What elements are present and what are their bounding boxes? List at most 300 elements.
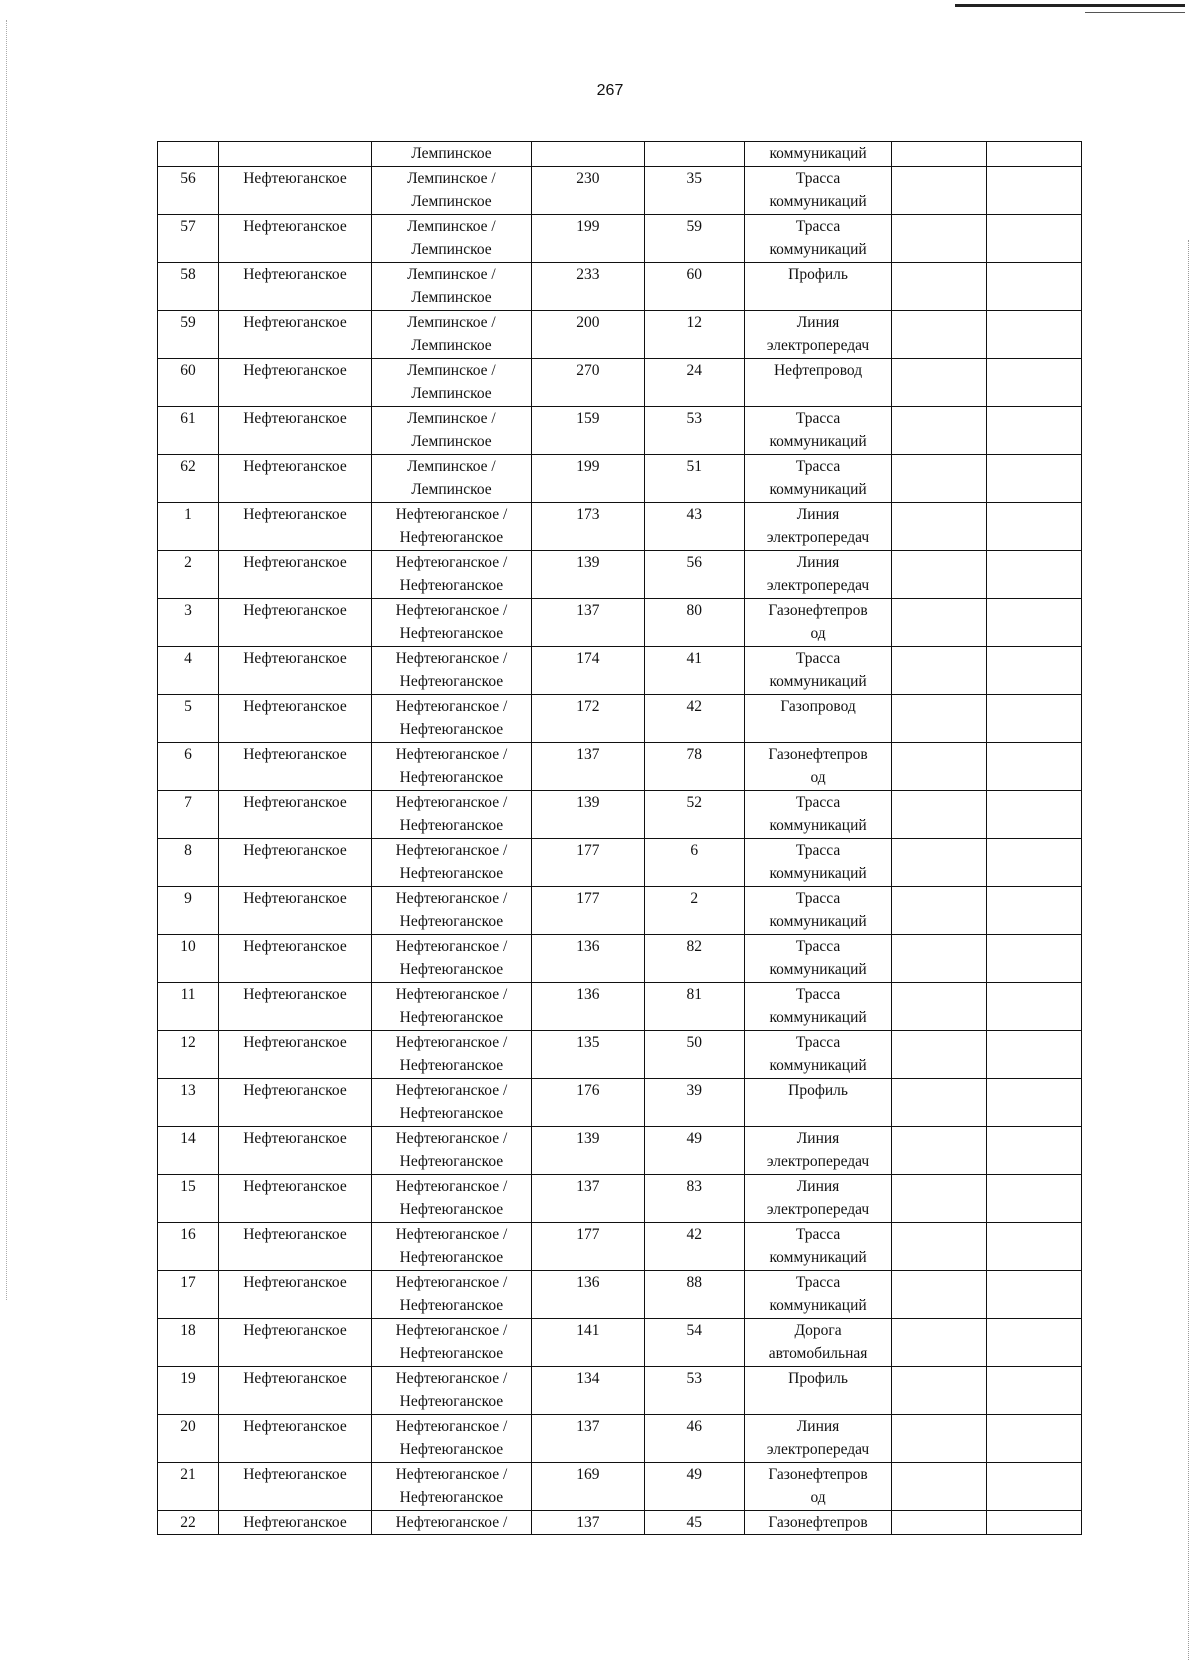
object-line-1: Трасса bbox=[795, 1225, 841, 1243]
area-line-2: Лемпинское bbox=[411, 433, 492, 450]
cell-value-1: 134 bbox=[532, 1366, 645, 1414]
table-row bbox=[158, 454, 1082, 502]
cell-object bbox=[744, 838, 892, 886]
area-line-1: Нефтеюганское / bbox=[395, 1225, 508, 1243]
cell-field: Нефтеюганское bbox=[219, 1318, 372, 1366]
area-line-2: Нефтеюганское bbox=[399, 1105, 504, 1122]
object-line-2: автомобильная bbox=[768, 1345, 868, 1362]
table-row bbox=[158, 1270, 1082, 1318]
area-line-1: Нефтеюганское / bbox=[395, 697, 508, 715]
cell-value-2: 54 bbox=[644, 1318, 744, 1366]
area-line-2: Нефтеюганское bbox=[399, 913, 504, 930]
cell-object bbox=[744, 262, 892, 310]
object-line-2: электропередач bbox=[766, 1201, 870, 1218]
area-line-2: Лемпинское bbox=[411, 193, 492, 210]
area-line-2: Лемпинское bbox=[411, 289, 492, 306]
cell-object bbox=[744, 454, 892, 502]
object-line-2: электропередач bbox=[766, 337, 870, 354]
object-line-1: Профиль bbox=[788, 1369, 848, 1387]
cell-empty-2 bbox=[987, 1222, 1082, 1270]
cell-object bbox=[744, 1270, 892, 1318]
cell-area bbox=[371, 166, 531, 214]
cell-area bbox=[371, 646, 531, 694]
area-line-2: Лемпинское bbox=[411, 481, 492, 498]
cell-area bbox=[371, 742, 531, 790]
cell-empty-1 bbox=[892, 166, 987, 214]
cell-number: 2 bbox=[158, 550, 219, 598]
top-rule bbox=[955, 4, 1185, 7]
cell-empty-2 bbox=[987, 934, 1082, 982]
cell-value-1: 137 bbox=[532, 1510, 645, 1535]
cell-value-1: 136 bbox=[532, 982, 645, 1030]
cell-area bbox=[371, 886, 531, 934]
cell-value-1: 137 bbox=[532, 742, 645, 790]
object-line-2: коммуникаций bbox=[769, 913, 867, 930]
cell-empty-1 bbox=[892, 262, 987, 310]
area-line-1: Нефтеюганское / bbox=[395, 1417, 508, 1435]
table-row bbox=[158, 166, 1082, 214]
cell-value-2: 50 bbox=[644, 1030, 744, 1078]
object-line-1: Газопровод bbox=[780, 697, 856, 715]
area-line-1: Нефтеюганское / bbox=[395, 1177, 508, 1195]
cell-empty-2 bbox=[987, 1270, 1082, 1318]
cell-area bbox=[371, 214, 531, 262]
cell-number: 20 bbox=[158, 1414, 219, 1462]
cell-empty-1 bbox=[892, 934, 987, 982]
cell-area bbox=[371, 1270, 531, 1318]
cell-empty-2 bbox=[987, 1126, 1082, 1174]
object-line-2: электропередач bbox=[766, 577, 870, 594]
cell-number: 19 bbox=[158, 1366, 219, 1414]
cell-empty-1 bbox=[892, 454, 987, 502]
cell-number: 18 bbox=[158, 1318, 219, 1366]
table-row bbox=[158, 1318, 1082, 1366]
cell-field: Нефтеюганское bbox=[219, 1126, 372, 1174]
cell-number: 1 bbox=[158, 502, 219, 550]
cell-field: Нефтеюганское bbox=[219, 1222, 372, 1270]
cell-value-2: 46 bbox=[644, 1414, 744, 1462]
cell-area bbox=[371, 694, 531, 742]
cell-value-2: 81 bbox=[644, 982, 744, 1030]
cell-object bbox=[744, 1030, 892, 1078]
area-line-2: Нефтеюганское bbox=[399, 1249, 504, 1266]
object-line-1: Линия bbox=[796, 1177, 840, 1195]
table-row bbox=[158, 694, 1082, 742]
page-number: 267 bbox=[596, 82, 624, 99]
object-line-1: Линия bbox=[796, 1129, 840, 1147]
cell-value-1: 137 bbox=[532, 1174, 645, 1222]
cell-object bbox=[744, 1174, 892, 1222]
cell-field: Нефтеюганское bbox=[219, 646, 372, 694]
cell-empty-2 bbox=[987, 1174, 1082, 1222]
object-line-2: коммуникаций bbox=[769, 817, 867, 834]
area-line-2: Нефтеюганское bbox=[399, 1009, 504, 1026]
table-row bbox=[158, 1414, 1082, 1462]
area-line-1: Лемпинское / bbox=[407, 361, 496, 379]
cell-number: 56 bbox=[158, 166, 219, 214]
cell-value-2: 42 bbox=[644, 1222, 744, 1270]
cell-field: Нефтеюганское bbox=[219, 406, 372, 454]
object-line-2: коммуникаций bbox=[769, 433, 867, 450]
cell-value-1 bbox=[532, 142, 645, 167]
cell-field: Нефтеюганское bbox=[219, 1510, 372, 1535]
cell-number: 6 bbox=[158, 742, 219, 790]
object-line-1: Трасса bbox=[795, 409, 841, 427]
top-rule-short bbox=[1085, 12, 1185, 13]
cell-value-1: 135 bbox=[532, 1030, 645, 1078]
cell-value-1: 270 bbox=[532, 358, 645, 406]
cell-value-1: 233 bbox=[532, 262, 645, 310]
cell-area bbox=[371, 1318, 531, 1366]
object-line-1: Газонефтепров bbox=[768, 1465, 868, 1483]
cell-field: Нефтеюганское bbox=[219, 1078, 372, 1126]
cell-value-2: 51 bbox=[644, 454, 744, 502]
cell-empty-2 bbox=[987, 1462, 1082, 1510]
cell-field: Нефтеюганское bbox=[219, 550, 372, 598]
area-line-1: Нефтеюганское / bbox=[395, 745, 508, 763]
object-line-2: од bbox=[810, 769, 826, 786]
cell-object bbox=[744, 1366, 892, 1414]
cell-value-2: 41 bbox=[644, 646, 744, 694]
cell-empty-1 bbox=[892, 214, 987, 262]
cell-empty-1 bbox=[892, 1222, 987, 1270]
cell-number: 4 bbox=[158, 646, 219, 694]
cell-empty-1 bbox=[892, 838, 987, 886]
cell-value-2: 43 bbox=[644, 502, 744, 550]
cell-empty-2 bbox=[987, 886, 1082, 934]
cell-empty-2 bbox=[987, 1078, 1082, 1126]
cell-area bbox=[371, 1174, 531, 1222]
object-line-1: Трасса bbox=[795, 937, 841, 955]
area-line-1: Нефтеюганское / bbox=[395, 1273, 508, 1291]
cell-value-2: 52 bbox=[644, 790, 744, 838]
table-row bbox=[158, 934, 1082, 982]
object-line-2: коммуникаций bbox=[769, 481, 867, 498]
object-line-1: Дорога bbox=[794, 1321, 842, 1339]
cell-value-1: 137 bbox=[532, 1414, 645, 1462]
cell-number: 21 bbox=[158, 1462, 219, 1510]
cell-area bbox=[371, 550, 531, 598]
cell-object bbox=[744, 310, 892, 358]
area-line-2: Нефтеюганское bbox=[399, 673, 504, 690]
cell-area bbox=[371, 1126, 531, 1174]
area-line-2: Нефтеюганское bbox=[399, 1201, 504, 1218]
object-line-2: коммуникаций bbox=[769, 1249, 867, 1266]
object-line-1: Трасса bbox=[795, 889, 841, 907]
cell-area: Лемпинское bbox=[371, 142, 531, 167]
cell-object bbox=[744, 790, 892, 838]
cell-number: 13 bbox=[158, 1078, 219, 1126]
cell-field: Нефтеюганское bbox=[219, 886, 372, 934]
scan-edge-right bbox=[1188, 240, 1190, 1660]
cell-value-2: 49 bbox=[644, 1126, 744, 1174]
cell-empty-1 bbox=[892, 790, 987, 838]
area-line-1: Лемпинское / bbox=[407, 217, 496, 235]
cell-empty-1 bbox=[892, 502, 987, 550]
cell-area bbox=[371, 262, 531, 310]
area-line-1: Лемпинское / bbox=[407, 313, 496, 331]
area-line-2: Лемпинское bbox=[411, 241, 492, 258]
cell-object bbox=[744, 886, 892, 934]
cell-area bbox=[371, 790, 531, 838]
cell-number: 17 bbox=[158, 1270, 219, 1318]
area-line-1: Нефтеюганское / bbox=[395, 553, 508, 571]
cell-number: 16 bbox=[158, 1222, 219, 1270]
cell-area bbox=[371, 982, 531, 1030]
area-line-1: Лемпинское / bbox=[407, 457, 496, 475]
area-line-2: Нефтеюганское bbox=[399, 1489, 504, 1506]
cell-value-1: 177 bbox=[532, 1222, 645, 1270]
table-row bbox=[158, 598, 1082, 646]
cell-object: Газонефтепров bbox=[744, 1510, 892, 1535]
cell-value-2: 80 bbox=[644, 598, 744, 646]
cell-value-1: 139 bbox=[532, 550, 645, 598]
cell-empty-2 bbox=[987, 1366, 1082, 1414]
object-line-2: коммуникаций bbox=[769, 865, 867, 882]
area-line-2: Нефтеюганское bbox=[399, 625, 504, 642]
cell-empty-2 bbox=[987, 310, 1082, 358]
table-row bbox=[158, 550, 1082, 598]
cell-value-2: 12 bbox=[644, 310, 744, 358]
object-line-1: Трасса bbox=[795, 1273, 841, 1291]
cell-number: 14 bbox=[158, 1126, 219, 1174]
area-line-1: Нефтеюганское / bbox=[395, 505, 508, 523]
cell-field: Нефтеюганское bbox=[219, 262, 372, 310]
cell-number: 59 bbox=[158, 310, 219, 358]
cell-area bbox=[371, 598, 531, 646]
cell-field: Нефтеюганское bbox=[219, 790, 372, 838]
cell-empty-1 bbox=[892, 1078, 987, 1126]
cell-value-2: 49 bbox=[644, 1462, 744, 1510]
cell-field: Нефтеюганское bbox=[219, 1414, 372, 1462]
cell-number: 60 bbox=[158, 358, 219, 406]
cell-object bbox=[744, 550, 892, 598]
cell-empty-2 bbox=[987, 694, 1082, 742]
cell-area bbox=[371, 934, 531, 982]
area-line-1: Нефтеюганское / bbox=[395, 601, 508, 619]
area-line-1: Нефтеюганское / bbox=[395, 649, 508, 667]
cell-field: Нефтеюганское bbox=[219, 214, 372, 262]
cell-value-1: 137 bbox=[532, 598, 645, 646]
cell-empty-2 bbox=[987, 550, 1082, 598]
cell-empty-1 bbox=[892, 310, 987, 358]
cell-value-1: 136 bbox=[532, 934, 645, 982]
table-row bbox=[158, 886, 1082, 934]
area-line-2: Нефтеюганское bbox=[399, 529, 504, 546]
cell-value-1: 169 bbox=[532, 1462, 645, 1510]
cell-object bbox=[744, 1462, 892, 1510]
cell-object bbox=[744, 1414, 892, 1462]
cell-value-2: 59 bbox=[644, 214, 744, 262]
area-line-2: Лемпинское bbox=[411, 337, 492, 354]
cell-value-1: 199 bbox=[532, 454, 645, 502]
cell-object bbox=[744, 358, 892, 406]
cell-object bbox=[744, 1222, 892, 1270]
table-row bbox=[158, 1462, 1082, 1510]
cell-empty-2 bbox=[987, 214, 1082, 262]
cell-number: 8 bbox=[158, 838, 219, 886]
area-line-1: Нефтеюганское / bbox=[395, 1129, 508, 1147]
table-row bbox=[158, 838, 1082, 886]
cell-empty-2 bbox=[987, 598, 1082, 646]
cell-empty-2 bbox=[987, 838, 1082, 886]
area-line-2: Нефтеюганское bbox=[399, 577, 504, 594]
cell-object bbox=[744, 406, 892, 454]
cell-area bbox=[371, 454, 531, 502]
object-line-2: коммуникаций bbox=[769, 1057, 867, 1074]
cell-empty-2 bbox=[987, 646, 1082, 694]
cell-object bbox=[744, 934, 892, 982]
object-line-1: Трасса bbox=[795, 169, 841, 187]
cell-value-1: 141 bbox=[532, 1318, 645, 1366]
area-line-1: Нефтеюганское / bbox=[395, 1033, 508, 1051]
cell-object bbox=[744, 646, 892, 694]
cell-empty-1 bbox=[892, 886, 987, 934]
area-line-1: Нефтеюганское / bbox=[395, 1369, 508, 1387]
cell-object bbox=[744, 1126, 892, 1174]
object-line-2: коммуникаций bbox=[769, 961, 867, 978]
cell-empty-1 bbox=[892, 1462, 987, 1510]
cell-empty-1 bbox=[892, 646, 987, 694]
cell-empty-1 bbox=[892, 694, 987, 742]
object-line-1: Трасса bbox=[795, 793, 841, 811]
area-line-1: Лемпинское / bbox=[407, 409, 496, 427]
cell-area bbox=[371, 502, 531, 550]
area-line-2: Лемпинское bbox=[411, 385, 492, 402]
cell-value-1: 174 bbox=[532, 646, 645, 694]
table-row bbox=[158, 1078, 1082, 1126]
cell-empty-2 bbox=[987, 142, 1082, 167]
object-line-1: Профиль bbox=[788, 265, 848, 283]
area-line-2: Нефтеюганское bbox=[399, 1297, 504, 1314]
table-row bbox=[158, 1222, 1082, 1270]
cell-number: 5 bbox=[158, 694, 219, 742]
cell-field: Нефтеюганское bbox=[219, 934, 372, 982]
cell-object bbox=[744, 598, 892, 646]
cell-value-2: 83 bbox=[644, 1174, 744, 1222]
cell-value-1: 200 bbox=[532, 310, 645, 358]
table-row bbox=[158, 646, 1082, 694]
cell-value-1: 159 bbox=[532, 406, 645, 454]
cell-empty-2 bbox=[987, 790, 1082, 838]
cell-value-2: 53 bbox=[644, 406, 744, 454]
object-line-2: электропередач bbox=[766, 1441, 870, 1458]
table-row bbox=[158, 982, 1082, 1030]
cell-field: Нефтеюганское bbox=[219, 310, 372, 358]
object-line-1: Газонефтепров bbox=[768, 601, 868, 619]
cell-empty-1 bbox=[892, 142, 987, 167]
area-line-2: Нефтеюганское bbox=[399, 1393, 504, 1410]
object-line-1: Трасса bbox=[795, 841, 841, 859]
cell-empty-1 bbox=[892, 598, 987, 646]
cell-area bbox=[371, 1366, 531, 1414]
cell-value-1: 136 bbox=[532, 1270, 645, 1318]
cell-empty-1 bbox=[892, 1030, 987, 1078]
cell-empty-2 bbox=[987, 358, 1082, 406]
cell-field: Нефтеюганское bbox=[219, 166, 372, 214]
cell-area: Нефтеюганское / bbox=[371, 1510, 531, 1535]
cell-value-2: 56 bbox=[644, 550, 744, 598]
cell-value-1: 139 bbox=[532, 1126, 645, 1174]
cell-value-1: 177 bbox=[532, 886, 645, 934]
cell-number: 61 bbox=[158, 406, 219, 454]
cell-area bbox=[371, 1030, 531, 1078]
cell-empty-1 bbox=[892, 1126, 987, 1174]
cell-field: Нефтеюганское bbox=[219, 358, 372, 406]
cell-empty-1 bbox=[892, 406, 987, 454]
object-line-1: Трасса bbox=[795, 1033, 841, 1051]
table-row bbox=[158, 1366, 1082, 1414]
cell-value-1: 173 bbox=[532, 502, 645, 550]
cell-field: Нефтеюганское bbox=[219, 742, 372, 790]
cell-field bbox=[219, 142, 372, 167]
area-line-2: Нефтеюганское bbox=[399, 1441, 504, 1458]
area-line-2: Нефтеюганское bbox=[399, 769, 504, 786]
table-row bbox=[158, 262, 1082, 310]
cell-area bbox=[371, 310, 531, 358]
object-line-1: Профиль bbox=[788, 1081, 848, 1099]
object-line-2: электропередач bbox=[766, 1153, 870, 1170]
area-line-1: Нефтеюганское / bbox=[395, 937, 508, 955]
cell-value-1: 139 bbox=[532, 790, 645, 838]
cell-number bbox=[158, 142, 219, 167]
area-line-1: Лемпинское / bbox=[407, 169, 496, 187]
object-line-1: Нефтепровод bbox=[773, 361, 863, 379]
area-line-1: Нефтеюганское / bbox=[395, 793, 508, 811]
cell-empty-2 bbox=[987, 262, 1082, 310]
cell-value-1: 177 bbox=[532, 838, 645, 886]
cell-area bbox=[371, 838, 531, 886]
cell-empty-2 bbox=[987, 1510, 1082, 1535]
cell-empty-1 bbox=[892, 982, 987, 1030]
table-row-last bbox=[158, 1510, 1082, 1535]
cell-field: Нефтеюганское bbox=[219, 502, 372, 550]
object-line-2: коммуникаций bbox=[769, 193, 867, 210]
table-row bbox=[158, 406, 1082, 454]
cell-empty-2 bbox=[987, 1030, 1082, 1078]
cell-empty-1 bbox=[892, 1366, 987, 1414]
cell-object bbox=[744, 166, 892, 214]
cell-empty-1 bbox=[892, 1270, 987, 1318]
area-line-2: Нефтеюганское bbox=[399, 721, 504, 738]
cell-empty-2 bbox=[987, 406, 1082, 454]
cell-value-2: 24 bbox=[644, 358, 744, 406]
cell-empty-2 bbox=[987, 982, 1082, 1030]
cell-field: Нефтеюганское bbox=[219, 838, 372, 886]
object-line-2: коммуникаций bbox=[769, 673, 867, 690]
table-row bbox=[158, 1174, 1082, 1222]
object-line-1: Трасса bbox=[795, 985, 841, 1003]
cell-value-1: 230 bbox=[532, 166, 645, 214]
object-line-1: Линия bbox=[796, 553, 840, 571]
table-row bbox=[158, 742, 1082, 790]
cell-number: 9 bbox=[158, 886, 219, 934]
object-line-2: электропередач bbox=[766, 529, 870, 546]
cell-number: 12 bbox=[158, 1030, 219, 1078]
area-line-1: Нефтеюганское / bbox=[395, 1081, 508, 1099]
object-line-1: Линия bbox=[796, 1417, 840, 1435]
table-row bbox=[158, 1126, 1082, 1174]
object-line-2: коммуникаций bbox=[769, 1009, 867, 1026]
cell-empty-1 bbox=[892, 550, 987, 598]
cell-value-2: 6 bbox=[644, 838, 744, 886]
cell-empty-2 bbox=[987, 454, 1082, 502]
cell-empty-1 bbox=[892, 358, 987, 406]
cell-number: 10 bbox=[158, 934, 219, 982]
cell-number: 22 bbox=[158, 1510, 219, 1535]
table-row bbox=[158, 310, 1082, 358]
area-line-2: Нефтеюганское bbox=[399, 1057, 504, 1074]
